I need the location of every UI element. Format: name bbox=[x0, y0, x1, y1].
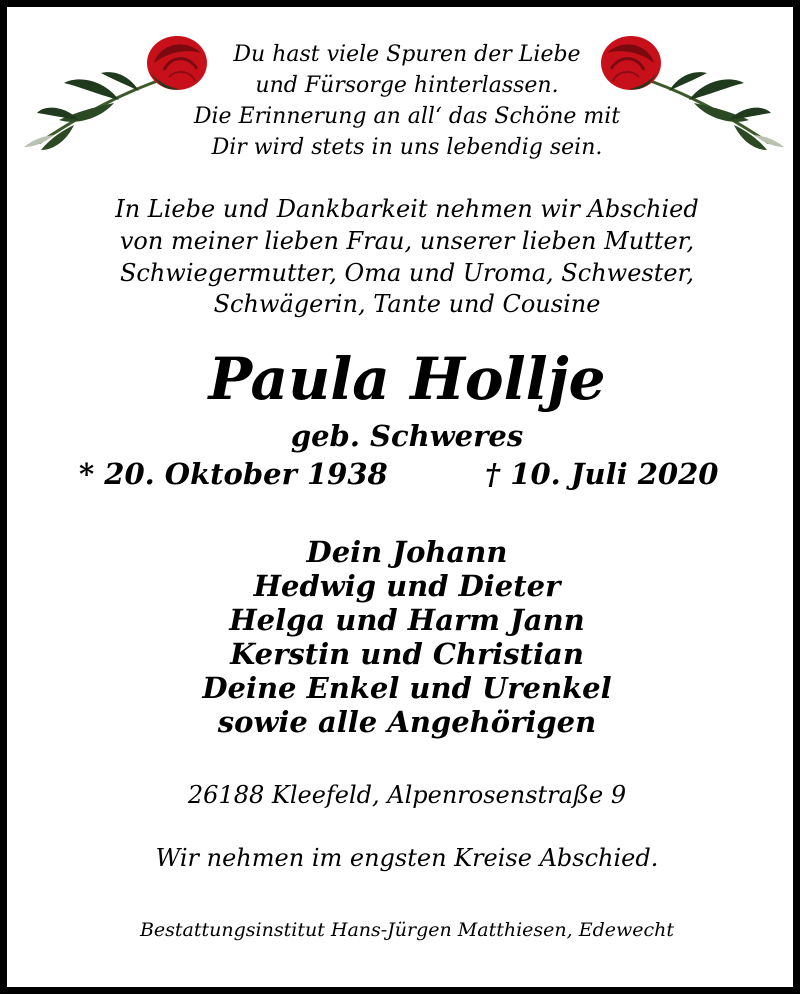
undertaker: Bestattungsinstitut Hans-Jürgen Matthiesen, Edewecht bbox=[139, 919, 675, 941]
intro-line: Schwiegermutter, Oma und Uroma, Schwester, bbox=[119, 259, 695, 287]
death-date: † 10. Juli 2020 bbox=[485, 457, 719, 491]
mourner-line: Helga und Harm Jann bbox=[229, 603, 585, 637]
mourner-line: Dein Johann bbox=[306, 535, 508, 569]
address: 26188 Kleefeld, Alpenrosenstraße 9 bbox=[187, 781, 627, 809]
intro-line: von meiner lieben Frau, unserer lieben Mutter, bbox=[119, 227, 695, 255]
mourner-line: Kerstin und Christian bbox=[230, 637, 584, 671]
maiden-name: geb. Schweres bbox=[290, 419, 524, 453]
intro-line: In Liebe und Dankbarkeit nehmen wir Abschied bbox=[115, 195, 699, 223]
birth-date: * 20. Oktober 1938 bbox=[79, 457, 388, 491]
mourner-line: Deine Enkel und Urenkel bbox=[202, 671, 612, 705]
poem-line: Die Erinnerung an all‘ das Schöne mit bbox=[193, 104, 621, 129]
deceased-name: Paula Hollje bbox=[208, 345, 606, 413]
poem-line: und Fürsorge hinterlassen. bbox=[255, 73, 559, 98]
farewell-note: Wir nehmen im engsten Kreise Abschied. bbox=[155, 844, 659, 872]
poem-line: Dir wird stets in uns lebendig sein. bbox=[211, 135, 603, 160]
mourner-line: sowie alle Angehörigen bbox=[217, 705, 597, 739]
intro-line: Schwägerin, Tante und Cousine bbox=[213, 290, 601, 318]
mourner-line: Hedwig und Dieter bbox=[253, 569, 561, 603]
poem-line: Du hast viele Spuren der Liebe bbox=[233, 42, 581, 67]
